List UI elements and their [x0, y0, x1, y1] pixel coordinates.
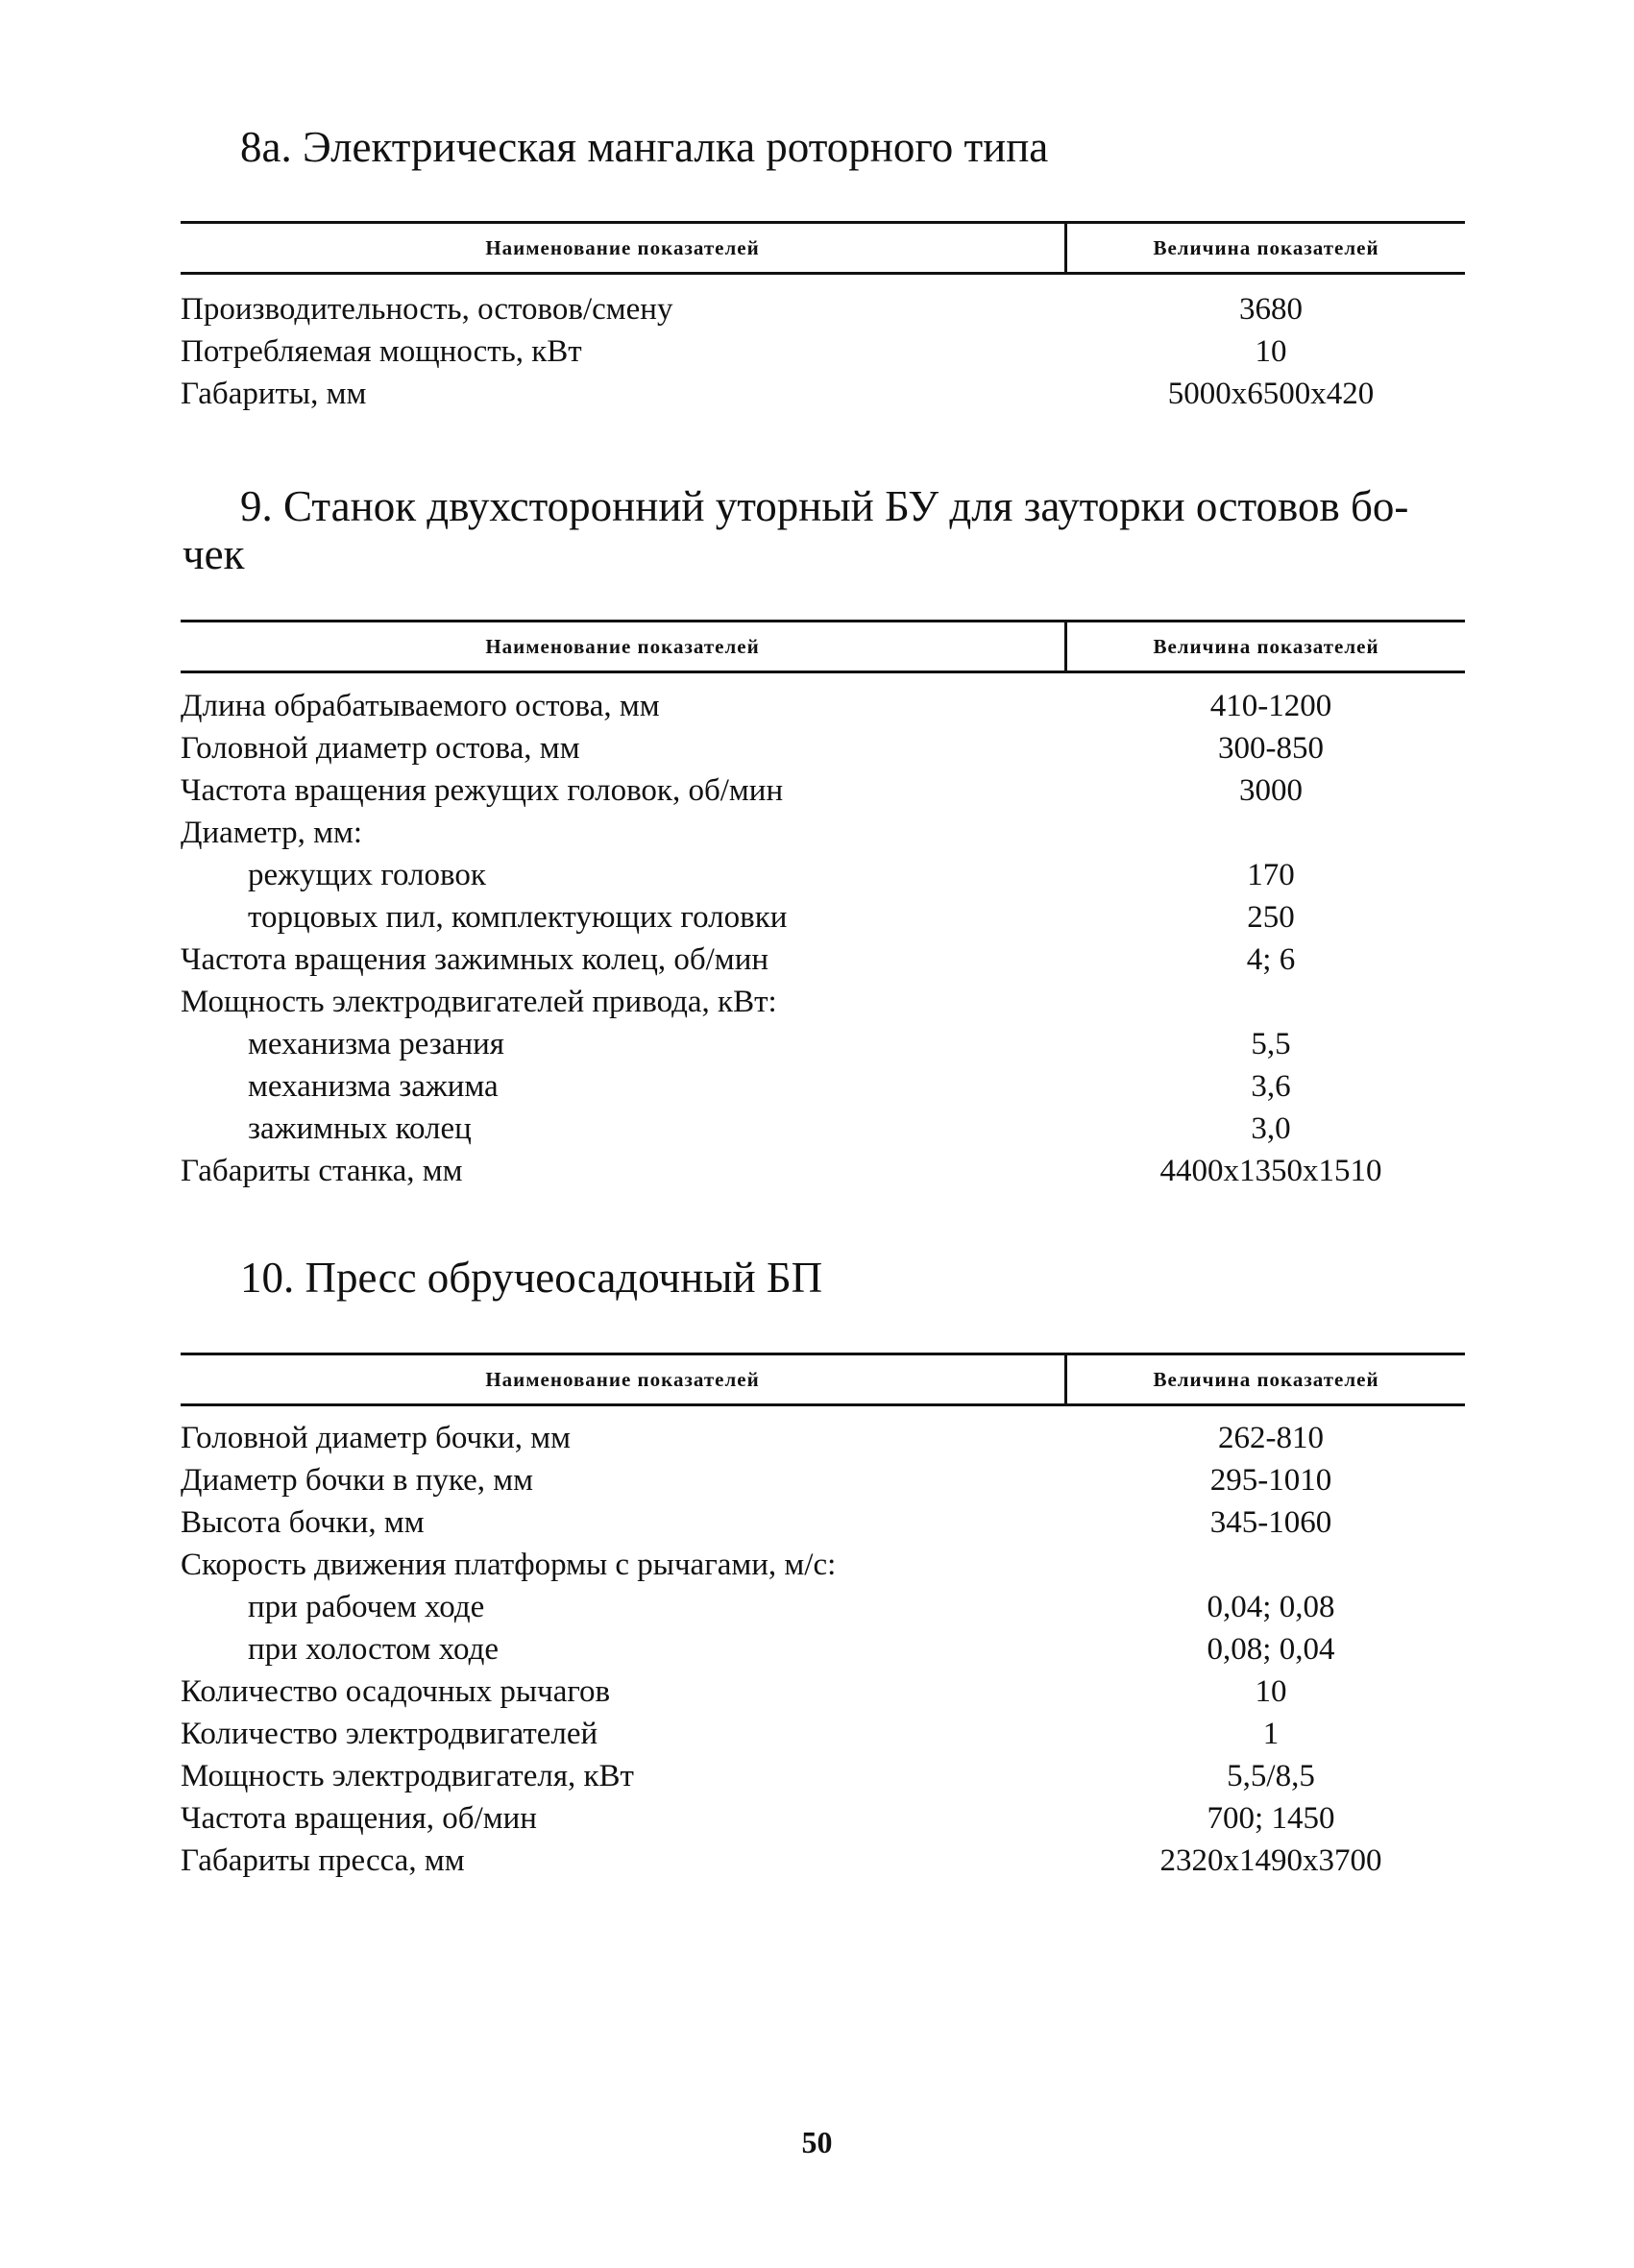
table-row [181, 1713, 1465, 1755]
row-value: 295-1010 [1209, 1463, 1332, 1498]
row-label: Диаметр, мм: [181, 816, 363, 850]
row-value: 410-1200 [1209, 689, 1332, 723]
row-label: Габариты станка, мм [181, 1154, 463, 1188]
table-row [181, 1417, 1465, 1459]
column-header-name: Наименование показателей [181, 224, 1067, 272]
column-header-name: Наименование показателей [181, 1355, 1067, 1403]
table-row [181, 1108, 1465, 1150]
row-label: Высота бочки, мм [181, 1505, 425, 1540]
row-value: 4; 6 [1246, 942, 1296, 977]
table-body [181, 1417, 1465, 1882]
row-value: 250 [1247, 900, 1295, 935]
row-value: 4400x1350x1510 [1159, 1154, 1382, 1188]
row-value: 300-850 [1218, 731, 1324, 766]
row-label: Потребляемая мощность, кВт [181, 334, 582, 369]
row-value: 5000x6500x420 [1167, 377, 1375, 411]
row-value: 3000 [1239, 773, 1303, 808]
table-row [181, 812, 1465, 854]
row-value: 1 [1262, 1717, 1280, 1751]
row-label: Частота вращения зажимных колец, об/мин [181, 942, 769, 977]
section-title-text: 8а. Электрическая мангалка роторного типа [240, 123, 1049, 171]
table-row [181, 1586, 1465, 1628]
table-row [181, 1544, 1465, 1586]
section-title-text: 10. Пресс обручеосадочный БП [240, 1254, 823, 1302]
row-label: зажимных колец [248, 1111, 472, 1146]
table-body [181, 685, 1465, 1192]
row-label: режущих головок [248, 858, 486, 892]
row-label: Головной диаметр остова, мм [181, 731, 580, 766]
table-row [181, 981, 1465, 1023]
row-label: Мощность электродвигателей привода, кВт: [181, 985, 777, 1019]
row-label: механизма зажима [248, 1069, 499, 1104]
section-title-text: 9. Станок двухсторонний уторный БУ для зауторки остовов бо- [240, 482, 1409, 530]
row-label: Габариты пресса, мм [181, 1843, 465, 1878]
row-value: 170 [1247, 858, 1295, 892]
section-title [240, 123, 1470, 171]
table-header [181, 620, 1465, 673]
row-value: 10 [1255, 334, 1287, 369]
table-row [181, 1150, 1465, 1192]
row-label: при холостом ходе [248, 1632, 500, 1667]
table-header [181, 221, 1465, 275]
table-header [181, 1353, 1465, 1406]
table-row [181, 854, 1465, 896]
row-label: Скорость движения платформы с рычагами, м/с: [181, 1548, 837, 1582]
table-row [181, 1671, 1465, 1713]
row-label: Количество электродвигателей [181, 1717, 598, 1751]
row-value: 3,0 [1251, 1111, 1291, 1146]
column-header-name: Наименование показателей [181, 622, 1067, 671]
row-value: 10 [1255, 1674, 1287, 1709]
row-value: 2320x1490x3700 [1159, 1843, 1382, 1878]
row-value: 3680 [1239, 292, 1303, 327]
table-body [181, 288, 1465, 415]
row-label: Производительность, остовов/смену [181, 292, 673, 327]
table-row [181, 1023, 1465, 1065]
row-label: Габариты, мм [181, 377, 367, 411]
row-label: механизма резания [248, 1027, 504, 1061]
table-row [181, 1755, 1465, 1797]
table-row [181, 1840, 1465, 1882]
row-value: 3,6 [1251, 1069, 1291, 1104]
row-label: торцовых пил, комплектующих головки [248, 900, 788, 935]
table-row [181, 1628, 1465, 1671]
page-number: 50 [801, 2125, 833, 2159]
column-header-value: Величина показателей [1153, 1368, 1379, 1391]
row-label: Длина обрабатываемого остова, мм [181, 689, 660, 723]
section-title [183, 482, 1470, 578]
table-row [181, 727, 1465, 769]
row-label: Количество осадочных рычагов [181, 1674, 611, 1709]
column-header-value: Величина показателей [1153, 236, 1379, 259]
row-value: 0,08; 0,04 [1207, 1632, 1335, 1667]
table-row [181, 685, 1465, 727]
row-label: Диаметр бочки в пуке, мм [181, 1463, 534, 1498]
row-label: при рабочем ходе [248, 1590, 485, 1624]
table-row [181, 288, 1465, 330]
column-header-value: Величина показателей [1153, 635, 1379, 658]
table-row [181, 769, 1465, 812]
table-row [181, 373, 1465, 415]
row-value: 262-810 [1218, 1421, 1324, 1455]
table-row [181, 330, 1465, 373]
section-title [240, 1254, 1470, 1302]
table-row [181, 896, 1465, 939]
row-value: 700; 1450 [1207, 1801, 1335, 1836]
table-row [181, 1065, 1465, 1108]
row-value: 0,04; 0,08 [1207, 1590, 1335, 1624]
section-title-continuation: чек [183, 530, 245, 578]
table-row [181, 939, 1465, 981]
row-value: 5,5 [1251, 1027, 1291, 1061]
row-value: 345-1060 [1209, 1505, 1332, 1540]
row-label: Мощность электродвигателя, кВт [181, 1759, 634, 1793]
row-label: Головной диаметр бочки, мм [181, 1421, 572, 1455]
row-label: Частота вращения режущих головок, об/мин [181, 773, 784, 808]
table-row [181, 1797, 1465, 1840]
table-row [181, 1501, 1465, 1544]
table-row [181, 1459, 1465, 1501]
row-value: 5,5/8,5 [1227, 1759, 1315, 1793]
row-label: Частота вращения, об/мин [181, 1801, 537, 1836]
